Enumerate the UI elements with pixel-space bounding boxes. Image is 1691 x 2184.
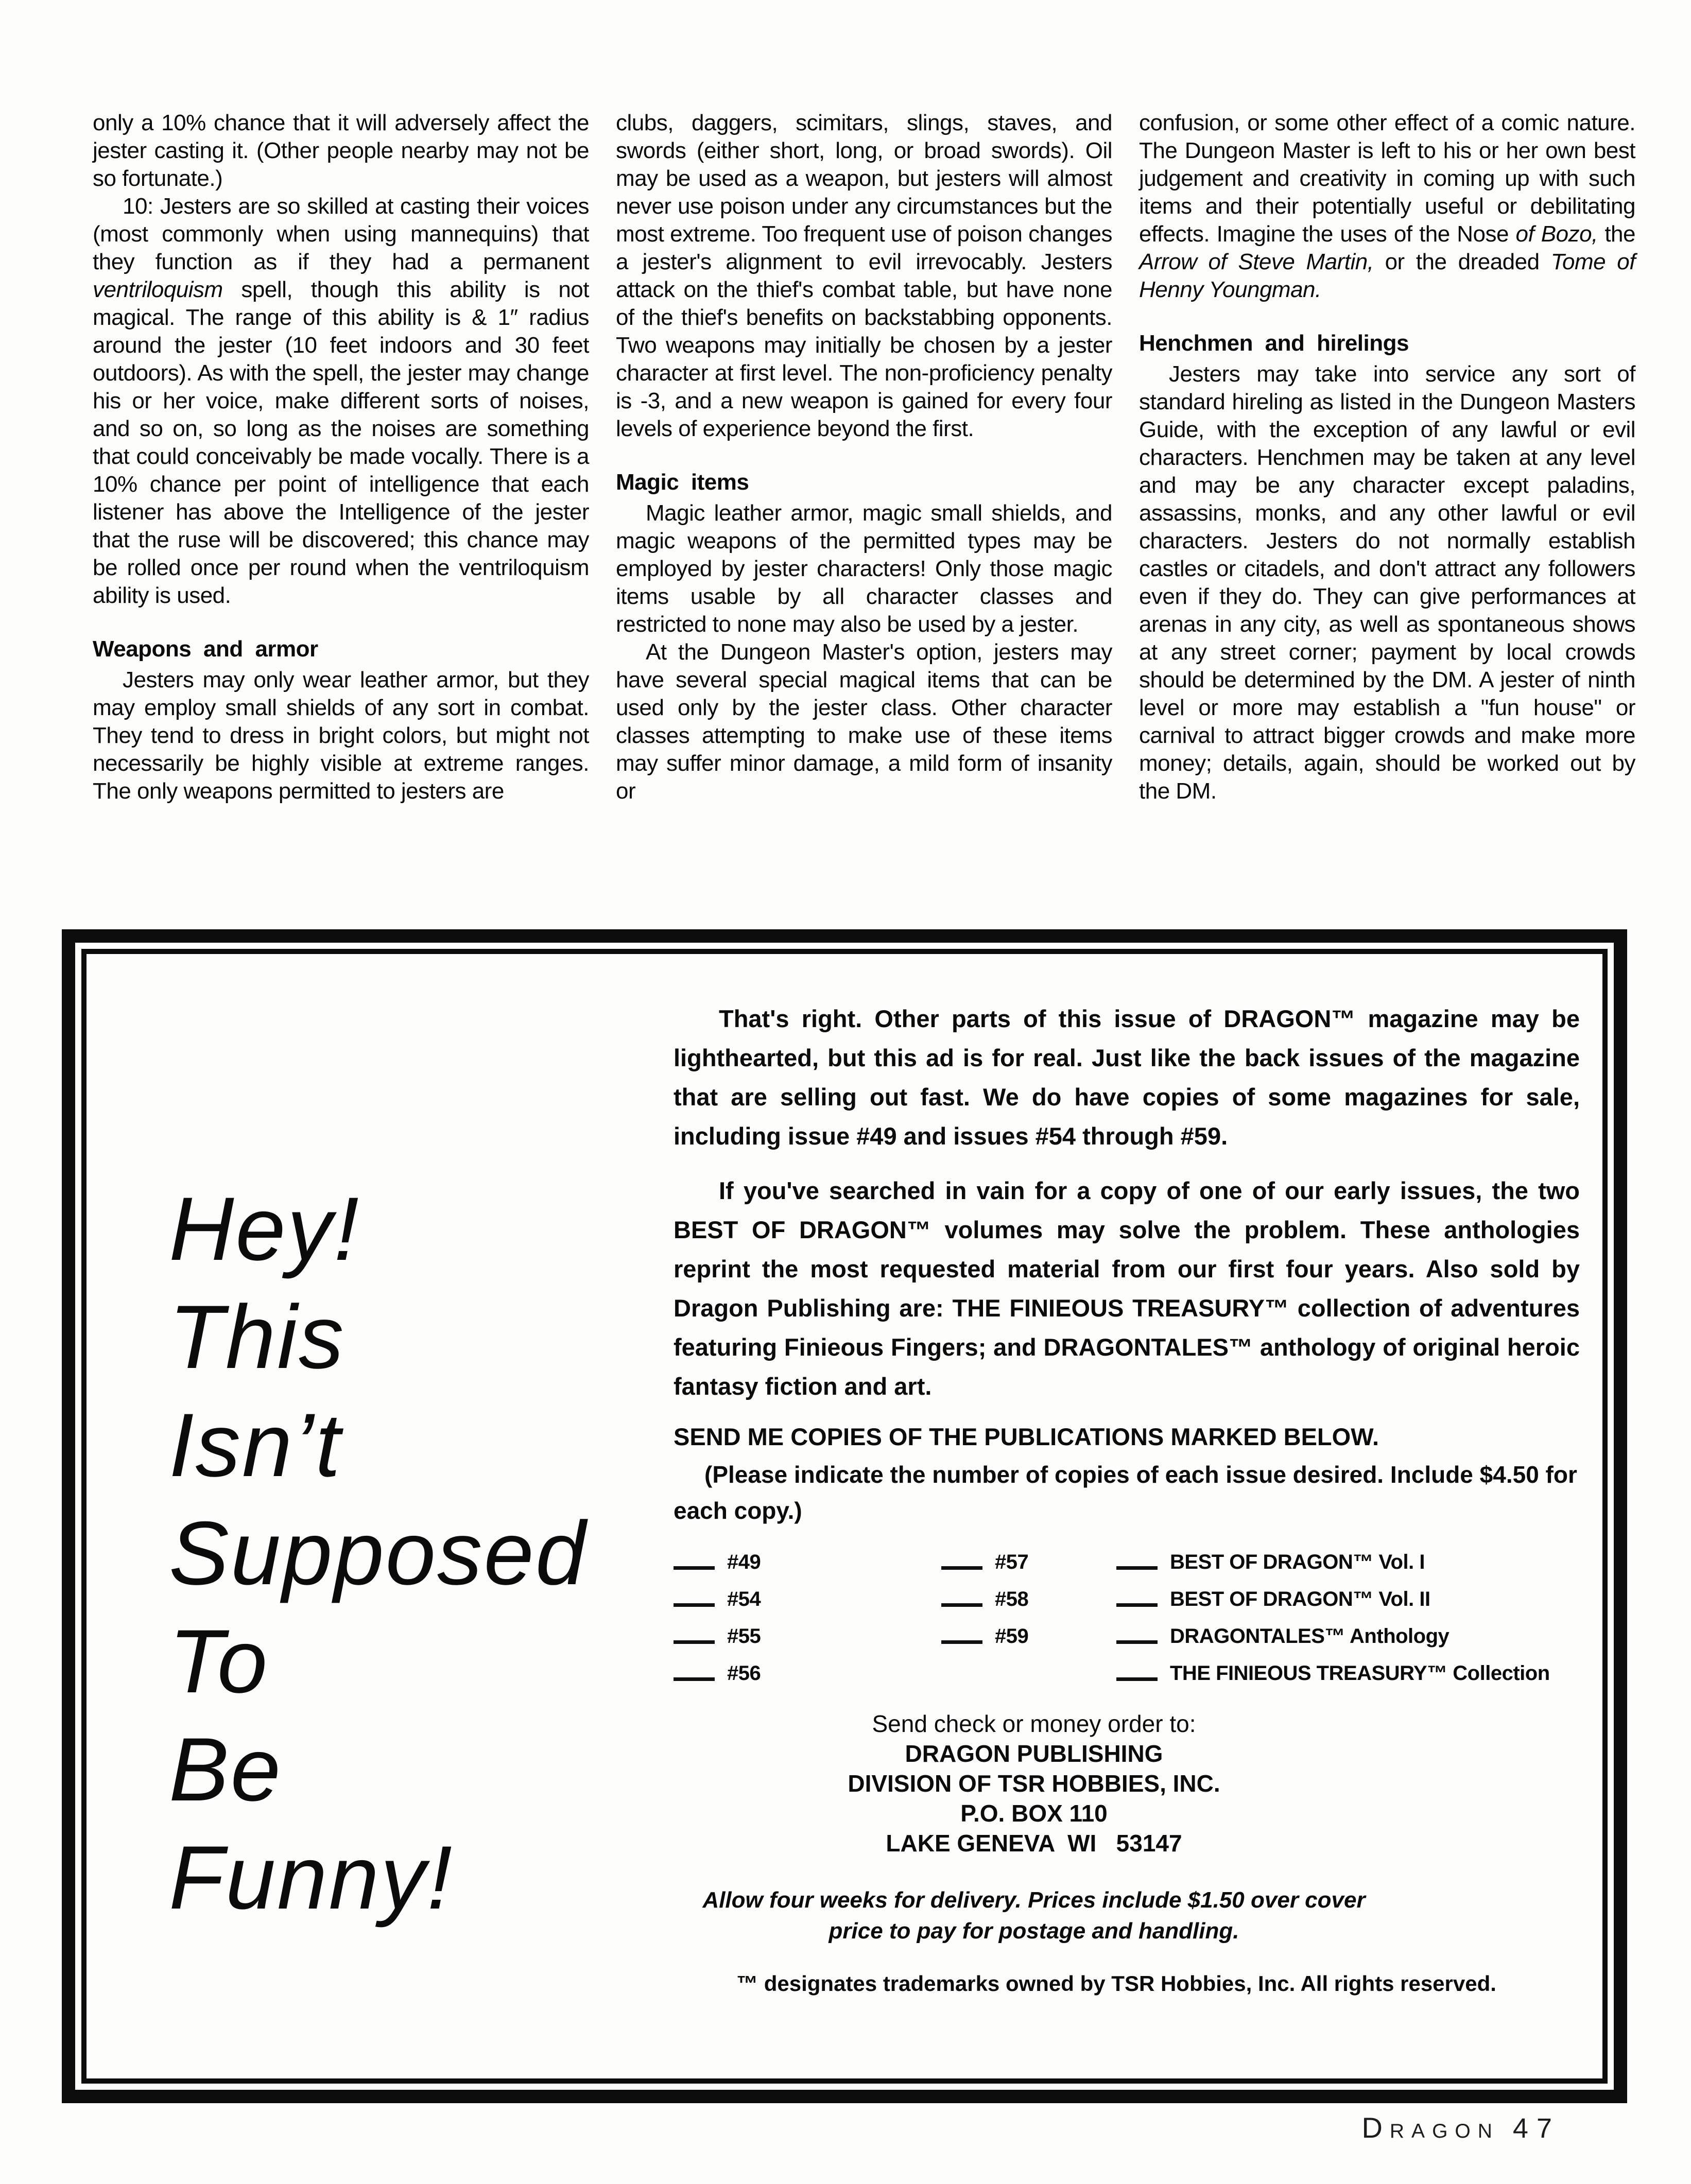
- article-column-1: [93, 109, 589, 805]
- ad-headline-line: This: [169, 1287, 346, 1388]
- order-item-label: #59: [995, 1625, 1029, 1648]
- ad-headline: [169, 1175, 587, 1932]
- address-line-company: DRAGON PUBLISHING: [905, 1740, 1163, 1767]
- order-item-label: DRAGONTALES™ Anthology: [1170, 1625, 1450, 1648]
- quantity-blank[interactable]: [941, 1588, 982, 1607]
- order-form-cell: [1116, 1586, 1580, 1612]
- ad-headline-line: Hey!: [169, 1179, 360, 1279]
- ad-intro-paragraph: That's right. Other parts of this issue of DRAGON™ magazine may be lighthearted, but this ad is for real. Just like the back issues of the magazine that are selling out fast. We do have copies of some magazines for sale, including issue #49 and issues #54 through #59.: [674, 1005, 1580, 1150]
- article-columns: [93, 109, 1637, 805]
- order-form-cell: [1116, 1549, 1580, 1575]
- send-to-label: Send check or money order to:: [872, 1710, 1196, 1737]
- order-form-cell: [674, 1660, 941, 1686]
- order-instructions: (Please indicate the number of copies of each issue desired. Include $4.50 for each copy.): [674, 1461, 1577, 1524]
- address-line-division: DIVISION OF TSR HOBBIES, INC.: [848, 1770, 1220, 1797]
- quantity-blank[interactable]: [1116, 1662, 1158, 1681]
- ad-box-inner-border: [81, 949, 1608, 2084]
- quantity-blank[interactable]: [1116, 1588, 1158, 1607]
- quantity-blank[interactable]: [1116, 1551, 1158, 1570]
- order-form-cell: [1116, 1623, 1580, 1649]
- page-footer: [1361, 2111, 1560, 2144]
- order-form-cell: [1116, 1660, 1580, 1686]
- body-paragraph: only a 10% chance that it will adversely affect the jester casting it. (Other people nearby may not be so fortunate.): [93, 110, 589, 191]
- section-heading-henchmen-and-hirelings: Henchmen and hirelings: [1139, 331, 1409, 356]
- order-form-cell: [674, 1623, 941, 1649]
- order-form-cell: [941, 1623, 1116, 1649]
- magazine-name: Dragon: [1361, 2111, 1499, 2144]
- body-paragraph: At the Dungeon Master's option, jesters may have several special magical items that can be used only by the jester class. Other character classes attempting to make use of these items may suffer minor damage, a mild form of insanity or: [616, 639, 1112, 804]
- body-paragraph: confusion, or some other effect of a comic nature. The Dungeon Master is left to his or her own best judgement and creativity in coming up with such items and their potentially useful or debilitating effects. Imagine the uses of the Nose of Bozo, the Arrow of Steve Martin, or the dreaded Tome of Henny Youngman.: [1139, 110, 1636, 302]
- order-form-cell: [941, 1586, 1116, 1612]
- order-item-label: #54: [727, 1588, 761, 1610]
- body-paragraph: clubs, daggers, scimitars, slings, staves, and swords (either short, long, or broad swords). Oil may be used as a weapon, but jesters will almost never use poison under any circumstances but the most extreme. Too frequent use of poison changes a jester's alignment to evil irrevocably. Jesters attack on the thief's combat table, but have none of the thief's benefits on backstabbing opponents. Two weapons may initially be chosen by a jester character at first level. The non-proficiency penalty is -3, and a new weapon is gained for every four levels of experience beyond the first.: [616, 110, 1112, 441]
- body-paragraph: Jesters may only wear leather armor, but they may employ small shields of any sort in combat. They tend to dress in bright colors, but might not necessarily be highly visible at extreme ranges. The only weapons permitted to jesters are: [93, 667, 589, 804]
- order-form-cell: [674, 1549, 941, 1575]
- quantity-blank[interactable]: [1116, 1625, 1158, 1644]
- body-paragraph: 10: Jesters are so skilled at casting their voices (most commonly when using mannequins) that they function as if they had a permanent ventriloquism spell, though this ability is not magical. The range of this ability is & 1″ radius around the jester (10 feet indoors and 30 feet outdoors). As with the spell, the jester may change his or her voice, make different sorts of noises, and so on, so long as the noises are something that could conceivably be made vocally. There is a 10% chance per point of intelligence that each listener has above the Intelligence of the jester that the ruse will be discovered; this chance may be rolled once per round when the ventriloquism ability is used.: [93, 194, 589, 608]
- order-form-cell: [941, 1549, 1116, 1575]
- quantity-blank[interactable]: [674, 1662, 715, 1681]
- address-line-city: LAKE GENEVA WI 53147: [886, 1830, 1182, 1857]
- order-item-label: #55: [727, 1625, 761, 1648]
- order-item-label: #49: [727, 1551, 761, 1573]
- body-paragraph: Magic leather armor, magic small shields, and magic weapons of the permitted types may be employed by jester characters! Only those magic items usable by all character classes and restricted to none may also be used by a jester.: [616, 500, 1112, 637]
- order-item-label: BEST OF DRAGON™ Vol. II: [1170, 1588, 1430, 1610]
- article-column-2: [616, 109, 1112, 805]
- ad-body: [674, 999, 1580, 1997]
- quantity-blank[interactable]: [674, 1625, 715, 1644]
- body-paragraph: Jesters may take into service any sort of standard hireling as listed in the Dungeon Masters Guide, with the exception of any lawful or evil characters. Henchmen may be taken at any level and may be any character except paladins, assassins, monks, and any other lawful or evil characters. Jesters do not normally establish castles or citadels, and don't attract any followers even if they do. They can give performances at arenas in any city, as well as spontaneous shows at any street corner; payment by local crowds should be determined by the DM. A jester of ninth level or more may establish a "fun house" or carnival to attract bigger crowds and make more money; details, again, should be worked out by the DM.: [1139, 361, 1635, 804]
- quantity-blank[interactable]: [941, 1551, 982, 1570]
- order-item-label: #58: [995, 1588, 1029, 1610]
- ad-intro-paragraph: If you've searched in vain for a copy of one of our early issues, the two BEST OF DRAGON™ volumes may solve the problem. These anthologies reprint the most requested material from our first four years. Also sold by Dragon Publishing are: THE FINIEOUS TREASURY™ collection of adventures featuring Finieous Fingers; and DRAGONTALES™ anthology of original heroic fantasy fiction and art.: [674, 1177, 1580, 1400]
- ad-headline-line: To: [169, 1611, 269, 1712]
- order-item-label: BEST OF DRAGON™ Vol. I: [1170, 1551, 1425, 1573]
- order-item-label: #57: [995, 1551, 1029, 1573]
- trademark-notice: ™ designates trademarks owned by TSR Hobbies, Inc. All rights reserved.: [736, 1971, 1496, 1996]
- ad-box: [62, 929, 1627, 2103]
- order-form: [674, 1549, 1580, 1686]
- section-heading-weapons-and-armor: Weapons and armor: [93, 636, 318, 662]
- section-heading-magic-items: Magic items: [616, 470, 749, 495]
- order-item-label: THE FINIEOUS TREASURY™ Collection: [1170, 1662, 1550, 1685]
- quantity-blank[interactable]: [674, 1588, 715, 1607]
- address-line-pobox: P.O. BOX 110: [960, 1800, 1108, 1827]
- ad-headline-line: Funny!: [169, 1828, 454, 1928]
- ad-headline-line: Isn’t: [169, 1395, 342, 1496]
- quantity-blank[interactable]: [674, 1551, 715, 1570]
- ad-headline-line: Be: [169, 1720, 283, 1820]
- delivery-note: Allow four weeks for delivery. Prices include $1.50 over cover price to pay for postage and handling.: [702, 1887, 1366, 1944]
- article-column-3: [1139, 109, 1635, 805]
- quantity-blank[interactable]: [941, 1625, 982, 1644]
- order-item-label: #56: [727, 1662, 761, 1685]
- mailing-address: [674, 1709, 1394, 1858]
- page-number: 47: [1512, 2113, 1560, 2144]
- order-form-cell: [674, 1586, 941, 1612]
- order-heading: SEND ME COPIES OF THE PUBLICATIONS MARKED BELOW.: [674, 1423, 1379, 1450]
- ad-headline-line: Supposed: [169, 1503, 588, 1604]
